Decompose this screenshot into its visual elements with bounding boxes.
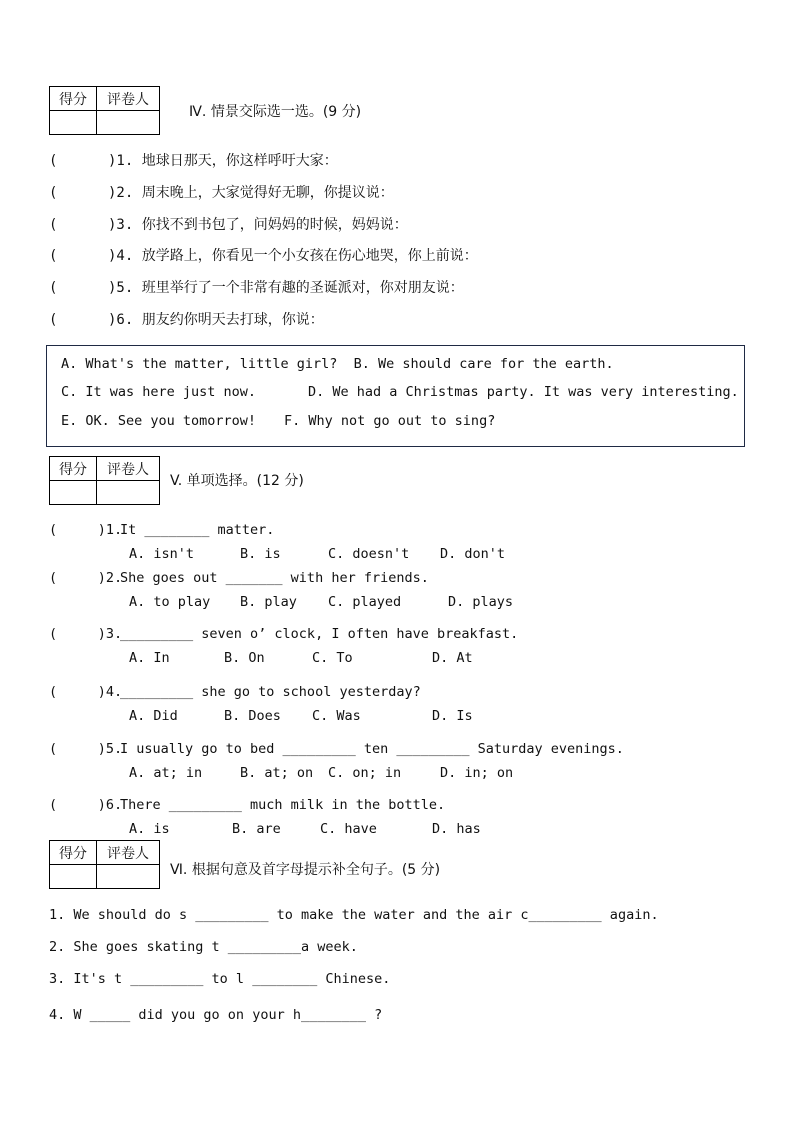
choice: A. to play [129, 594, 211, 610]
grader-label: 评卷人 [97, 87, 160, 111]
section-title: V. 单项选择。(12 分) [170, 473, 304, 489]
choice: B. is [240, 546, 281, 562]
choice: C. have [320, 821, 377, 837]
choice: C. doesn't [328, 546, 410, 562]
list-item: ( )3. 你找不到书包了，问妈妈的时候，妈妈说： [49, 217, 408, 233]
option-row: A. What's the matter, little girl? B. We should care for the earth. [61, 356, 614, 372]
choice: D. plays [448, 594, 514, 610]
list-item: 2. She goes skating t _________a week. [49, 939, 358, 955]
choice: C. played [328, 594, 402, 610]
question-text: I usually go to bed _________ ten _________ Saturday evenings. [120, 741, 624, 757]
choice: C. To [312, 650, 353, 666]
choice: A. Did [129, 708, 178, 724]
choice: B. at; on [240, 765, 314, 781]
list-item: ( )4. 放学路上，你看见一个小女孩在伤心地哭，你上前说： [49, 248, 478, 264]
choice: D. has [432, 821, 481, 837]
question-text: It ________ matter. [120, 522, 275, 538]
grader-label: 评卷人 [97, 841, 160, 865]
question-number: ( )1. [49, 522, 123, 538]
option-row: C. It was here just now. [61, 384, 257, 400]
question-number: ( )2. [49, 570, 123, 586]
question-number: ( )4. [49, 684, 123, 700]
grader-label: 评卷人 [97, 457, 160, 481]
question-text: _________ she go to school yesterday? [120, 684, 421, 700]
question-text: _________ seven o’ clock, I often have breakfast. [120, 626, 519, 642]
list-item: ( )6. 朋友约你明天去打球，你说： [49, 312, 324, 328]
score-table [49, 840, 160, 889]
choice: D. At [432, 650, 473, 666]
choice: C. on; in [328, 765, 402, 781]
choice: A. In [129, 650, 170, 666]
choice: D. Is [432, 708, 473, 724]
score-label: 得分 [50, 841, 97, 865]
list-item: 4. W _____ did you go on your h________ ? [49, 1007, 383, 1023]
choice: D. don't [440, 546, 506, 562]
choice: A. is [129, 821, 170, 837]
question-number: ( )6. [49, 797, 123, 813]
section-title: Ⅳ. 情景交际选一选。(9 分) [189, 104, 362, 120]
choice: B. Does [224, 708, 281, 724]
choice: A. isn't [129, 546, 195, 562]
choice: B. On [224, 650, 265, 666]
option-row: D. We had a Christmas party. It was very interesting. [308, 384, 739, 400]
question-text: There _________ much milk in the bottle. [120, 797, 446, 813]
list-item: ( )2. 周末晚上，大家觉得好无聊，你提议说： [49, 185, 394, 201]
choice: A. at; in [129, 765, 203, 781]
section-title: Ⅵ. 根据句意及首字母提示补全句子。(5 分) [170, 862, 441, 878]
list-item: ( )1. 地球日那天，你这样呼吁大家： [49, 153, 338, 169]
list-item: 3. It's t _________ to l ________ Chinese. [49, 971, 391, 987]
list-item: 1. We should do s _________ to make the water and the air c_________ again. [49, 907, 659, 923]
score-label: 得分 [50, 87, 97, 111]
question-text: She goes out _______ with her friends. [120, 570, 429, 586]
score-table [49, 86, 160, 135]
question-number: ( )3. [49, 626, 123, 642]
choice: C. Was [312, 708, 361, 724]
question-number: ( )5. [49, 741, 123, 757]
list-item: ( )5. 班里举行了一个非常有趣的圣诞派对，你对朋友说： [49, 280, 464, 296]
score-label: 得分 [50, 457, 97, 481]
option-row: F. Why not go out to sing? [284, 413, 496, 429]
choice: B. are [232, 821, 281, 837]
choice: B. play [240, 594, 297, 610]
option-row: E. OK. See you tomorrow! [61, 413, 257, 429]
choice: D. in; on [440, 765, 514, 781]
score-table [49, 456, 160, 505]
